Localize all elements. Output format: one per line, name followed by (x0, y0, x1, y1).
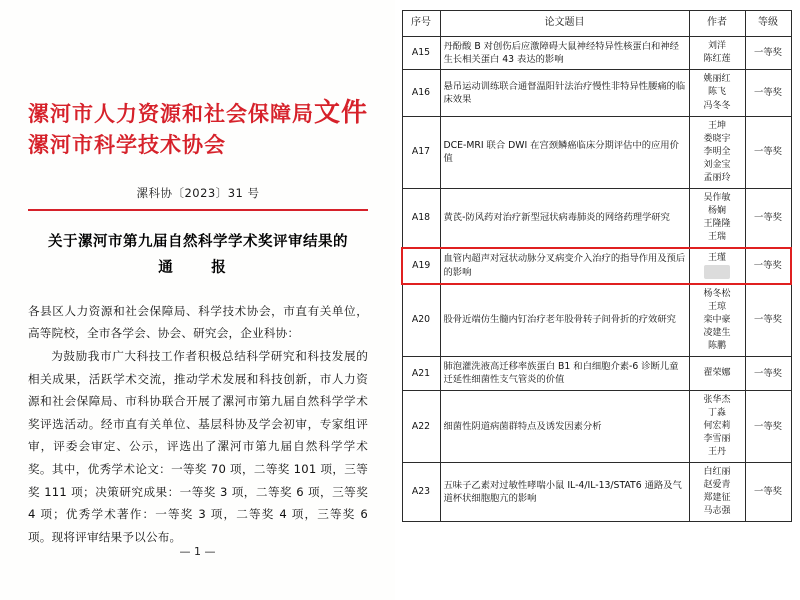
cell-id: A15 (402, 36, 440, 70)
cell-authors (689, 188, 745, 248)
author-name: 刘洋 (707, 40, 726, 51)
body-paragraph-2: 为鼓励我市广大科技工作者积极总结科学研究和科技发展的相关成果，活跃学术交流，推动学术发展和科技创新，市人力资源和社会保障局、市科协联合开展了漯河市第九届自然科学学术奖评选活动。经市直有关单位、基层科协及学会初审，专家组评审，评委会审定、公示，评选出了漯河市第九届自然科学学术奖。其中，优秀学术论文：一等奖 70 项，二等奖 101 项，三等奖 111 项；决策研究成果：一等奖 3 项，二等奖 6 项，三等奖 4 项；优秀学术著作：一等奖 3 项，二等奖 4 项，三等奖 6 项。现将评审结果予以公布。 (28, 349, 368, 544)
author-name: 刘金宝 (703, 159, 731, 170)
author-name: 姚丽红 (703, 74, 731, 85)
table-row (402, 284, 791, 357)
left-document-scan (0, 0, 395, 600)
cell-id: A16 (402, 70, 440, 116)
author-name: 孟丽玲 (703, 172, 731, 183)
cell-grade: 一等奖 (745, 248, 791, 284)
cell-authors (689, 463, 745, 522)
page-title (28, 231, 368, 279)
wenjian-label: 文件 (314, 98, 369, 128)
title-line-2: 通 报 (158, 259, 238, 276)
author-name: 凌建生 (703, 327, 731, 338)
document-number: 漯科协〔2023〕31 号 (136, 186, 260, 201)
cell-grade: 一等奖 (745, 70, 791, 116)
cell-grade: 一等奖 (745, 116, 791, 188)
column-header-author: 作者 (689, 11, 745, 37)
author-name: 冯冬冬 (703, 100, 731, 111)
cell-paper-title: 悬吊运动训练联合通督温阳针法治疗慢性非特异性腰痛的临床效果 (440, 70, 689, 116)
title-line-1: 关于漯河市第九届自然科学学术奖评审结果的 (48, 234, 348, 251)
author-name: 郑建征 (703, 493, 731, 504)
cell-authors (689, 284, 745, 357)
issuing-organization-header (28, 96, 368, 159)
cell-authors (689, 248, 745, 284)
cell-authors (689, 70, 745, 116)
cell-grade: 一等奖 (745, 284, 791, 357)
cell-id: A23 (402, 463, 440, 522)
author-name: 杨娴 (707, 205, 726, 216)
author-name: 吴作敏 (703, 192, 731, 203)
cell-grade: 一等奖 (745, 188, 791, 248)
cell-authors (689, 390, 745, 462)
cell-grade: 一等奖 (745, 463, 791, 522)
table-row (402, 116, 791, 188)
cell-paper-title: 股骨近端仿生髓内钉治疗老年股骨转子间骨折的疗效研究 (440, 284, 689, 357)
org-line-2: 漯河市科学技术协会 (28, 133, 226, 158)
table-row (402, 188, 791, 248)
cell-paper-title: 丹酚酸 B 对创伤后应激障碍大鼠神经特异性核蛋白和神经生长相关蛋白 43 表达的影响 (440, 36, 689, 70)
cell-grade: 一等奖 (745, 36, 791, 70)
author-name: 李明全 (703, 146, 731, 157)
author-name: 张华杰 (703, 394, 731, 405)
cell-id: A21 (402, 356, 440, 390)
cell-id: A19 (402, 248, 440, 284)
org-line-1: 漯河市人力资源和社会保障局文件 (28, 98, 369, 128)
author-name: 陈红莲 (703, 53, 731, 64)
cell-paper-title: DCE-MRI 联合 DWI 在宫颈鳞癌临床分期评估中的应用价值 (440, 116, 689, 188)
cell-paper-title: 五味子乙素对过敏性哮喘小鼠 IL-4/IL-13/STAT6 通路及气道杯状细胞胞亢的影响 (440, 463, 689, 522)
table-row (402, 390, 791, 462)
cell-paper-title: 血管内超声对冠状动脉分叉病变介入治疗的指导作用及预后的影响 (440, 248, 689, 284)
cell-paper-title: 细菌性阴道病菌群特点及诱发因素分析 (440, 390, 689, 462)
cell-id: A18 (402, 188, 440, 248)
author-name: 白红丽 (703, 467, 731, 477)
cell-id: A20 (402, 284, 440, 357)
cell-grade: 一等奖 (745, 390, 791, 462)
cell-authors (689, 116, 745, 188)
author-name: 何宏莉 (703, 420, 731, 431)
table-header-row (402, 11, 791, 37)
table-row (402, 463, 791, 522)
notice-content (28, 96, 368, 548)
cell-paper-title: 黄芪-防风药对治疗新型冠状病毒肺炎的网络药理学研究 (440, 188, 689, 248)
cell-grade: 一等奖 (745, 356, 791, 390)
author-name: 王坤 (707, 120, 726, 131)
award-results-table (401, 10, 792, 522)
author-name: 李雪丽 (703, 433, 731, 444)
author-name: 翟荣娜 (703, 367, 731, 378)
column-header-title: 论文题目 (440, 11, 689, 37)
author-name: 王瑞 (707, 231, 726, 242)
column-header-id: 序号 (402, 11, 440, 37)
author-name: 丁淼 (707, 407, 726, 418)
cell-id: A17 (402, 116, 440, 188)
table-row (402, 36, 791, 70)
cell-authors (689, 356, 745, 390)
author-name: 马志强 (703, 506, 731, 517)
body-paragraph-1: 各县区人力资源和社会保障局、科学技术协会，市直有关单位，高等院校，全市各学会、协会、研究会，企业科协： (28, 303, 368, 341)
table-row (402, 356, 791, 390)
author-name: 陈鹏 (707, 340, 726, 351)
author-name: 王琼 (707, 301, 726, 312)
author-name: 娄晓宇 (703, 133, 731, 144)
cell-authors (689, 36, 745, 70)
redaction-block (693, 265, 742, 280)
column-header-grade: 等级 (745, 11, 791, 37)
author-name: 赵爱青 (703, 480, 731, 491)
author-name: 王瑾 (707, 253, 726, 263)
red-divider-line (28, 209, 368, 211)
author-name: 杨冬松 (703, 288, 731, 299)
right-table-scan (395, 0, 800, 600)
author-name: 王隆隆 (703, 218, 731, 229)
cell-id: A22 (402, 390, 440, 462)
table-row (402, 248, 791, 284)
notice-body (28, 300, 368, 549)
author-name: 陈飞 (707, 87, 726, 98)
table-body (402, 36, 791, 522)
table-row (402, 70, 791, 116)
page-number: — 1 — (179, 545, 216, 558)
author-name: 王丹 (707, 446, 726, 457)
author-name: 栾中豪 (703, 314, 731, 325)
cell-paper-title: 肺泡灌洗液高迁移率族蛋白 B1 和白细胞介素-6 诊断儿童迁延性细菌性支气管炎的价值 (440, 356, 689, 390)
